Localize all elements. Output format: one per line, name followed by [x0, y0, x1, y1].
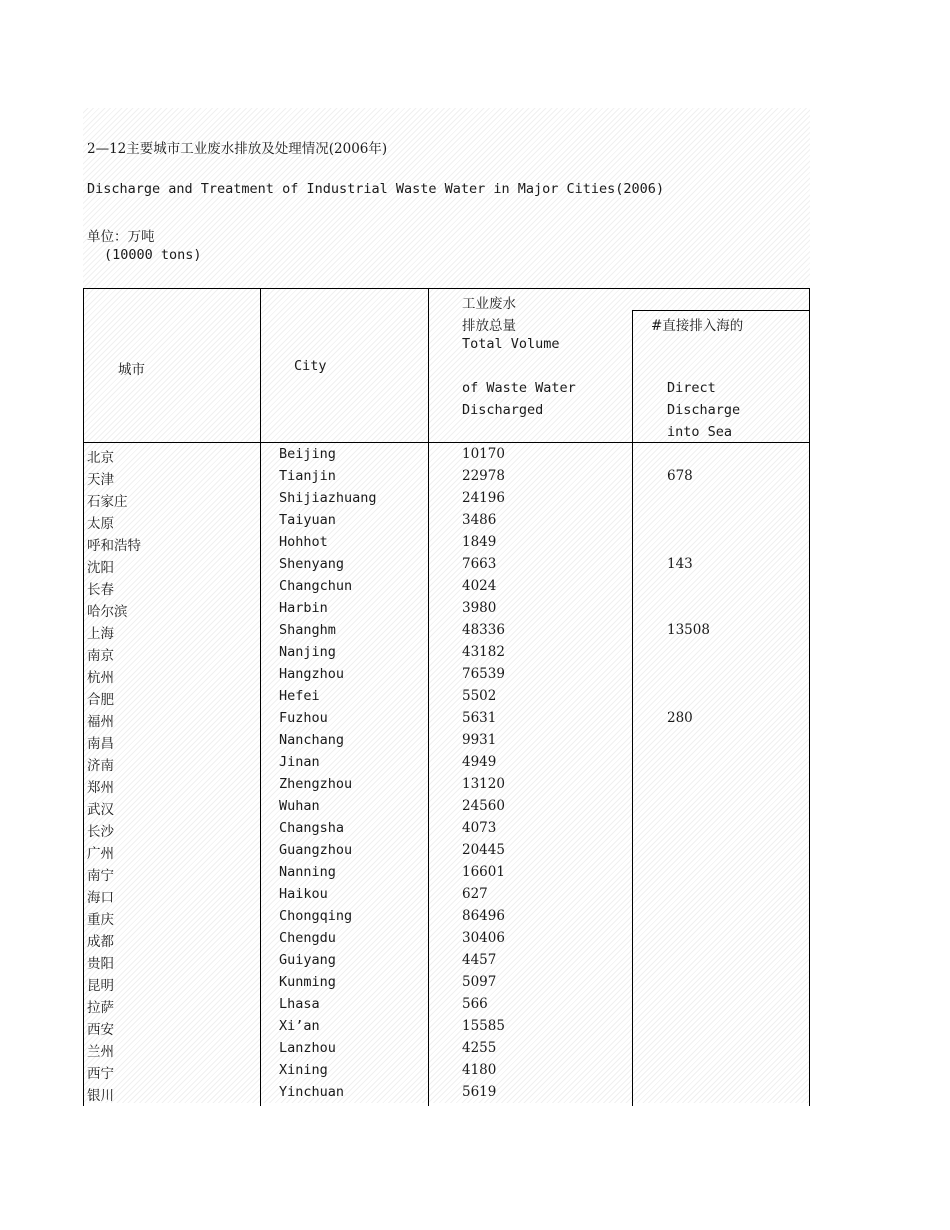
table-row	[83, 773, 810, 795]
city-en-cell: Shenyang	[279, 556, 345, 572]
volume-cell: 24196	[462, 490, 505, 506]
city-en-cell: Hohhot	[279, 534, 328, 550]
table-row	[83, 729, 810, 751]
table-row	[83, 883, 810, 905]
volume-cell: 22978	[462, 468, 505, 484]
city-en-cell: Hefei	[279, 688, 320, 704]
table-row	[83, 575, 810, 597]
table-row	[83, 949, 810, 971]
city-cn-cell: 石家庄	[87, 494, 128, 510]
table-row	[83, 685, 810, 707]
volume-cell: 4073	[462, 820, 497, 836]
city-cn-cell: 长春	[87, 582, 114, 598]
volume-cell: 627	[462, 886, 488, 902]
city-en-cell: Haikou	[279, 886, 328, 902]
volume-cell: 43182	[462, 644, 505, 660]
city-en-cell: Tianjin	[279, 468, 336, 484]
volume-cell: 86496	[462, 908, 505, 924]
header-volume-en-2: of Waste Water	[462, 380, 576, 396]
table-row	[83, 795, 810, 817]
header-volume-cn-2: 排放总量	[462, 318, 516, 334]
city-cn-cell: 合肥	[87, 692, 114, 708]
volume-cell: 10170	[462, 446, 505, 462]
table-row	[83, 531, 810, 553]
city-cn-cell: 太原	[87, 516, 114, 532]
volume-cell: 566	[462, 996, 488, 1012]
header-volume-en-1: Total Volume	[462, 336, 560, 352]
volume-cell: 5097	[462, 974, 497, 990]
table-row	[83, 905, 810, 927]
city-cn-cell: 兰州	[87, 1044, 114, 1060]
title-chinese: 2—12主要城市工业废水排放及处理情况(2006年)	[87, 141, 388, 157]
volume-cell: 13120	[462, 776, 505, 792]
sea-cell: 13508	[667, 622, 710, 638]
header-volume-en-3: Discharged	[462, 402, 544, 418]
volume-cell: 15585	[462, 1018, 505, 1034]
city-cn-cell: 济南	[87, 758, 114, 774]
volume-cell: 3980	[462, 600, 497, 616]
city-en-cell: Fuzhou	[279, 710, 328, 726]
header-sea-en-2: Discharge	[667, 402, 741, 418]
city-cn-cell: 拉萨	[87, 1000, 114, 1016]
city-cn-cell: 北京	[87, 450, 114, 466]
table-row	[83, 817, 810, 839]
city-en-cell: Jinan	[279, 754, 320, 770]
volume-cell: 4949	[462, 754, 497, 770]
city-cn-cell: 上海	[87, 626, 114, 642]
volume-cell: 4457	[462, 952, 497, 968]
table-row	[83, 509, 810, 531]
unit-english: (10000 tons)	[104, 247, 202, 263]
volume-cell: 5502	[462, 688, 497, 704]
table-row	[83, 839, 810, 861]
table-row	[83, 619, 810, 641]
city-cn-cell: 重庆	[87, 912, 114, 928]
volume-cell: 24560	[462, 798, 505, 814]
city-en-cell: Chongqing	[279, 908, 353, 924]
city-cn-cell: 天津	[87, 472, 114, 488]
city-en-cell: Zhengzhou	[279, 776, 353, 792]
city-en-cell: Nanning	[279, 864, 336, 880]
header-city-en: City	[294, 358, 327, 374]
city-en-cell: Xi’an	[279, 1018, 320, 1034]
city-cn-cell: 广州	[87, 846, 114, 862]
table-row	[83, 641, 810, 663]
city-cn-cell: 昆明	[87, 978, 114, 994]
table-row	[83, 707, 810, 729]
city-cn-cell: 武汉	[87, 802, 114, 818]
volume-cell: 30406	[462, 930, 505, 946]
city-en-cell: Shijiazhuang	[279, 490, 377, 506]
volume-cell: 20445	[462, 842, 505, 858]
volume-cell: 3486	[462, 512, 497, 528]
table-row	[83, 861, 810, 883]
table-row	[83, 597, 810, 619]
sea-cell: 678	[667, 468, 693, 484]
table-row	[83, 1015, 810, 1037]
volume-cell: 9931	[462, 732, 497, 748]
city-cn-cell: 沈阳	[87, 560, 114, 576]
header-sea-en-1: Direct	[667, 380, 716, 396]
city-en-cell: Nanchang	[279, 732, 345, 748]
sea-header-top-border	[632, 310, 810, 311]
city-en-cell: Nanjing	[279, 644, 336, 660]
header-sea-en-3: into Sea	[667, 424, 733, 440]
city-en-cell: Guangzhou	[279, 842, 353, 858]
table-top-border	[83, 288, 810, 289]
city-cn-cell: 南宁	[87, 868, 114, 884]
table-row	[83, 553, 810, 575]
city-en-cell: Hangzhou	[279, 666, 345, 682]
city-cn-cell: 西安	[87, 1022, 114, 1038]
sea-cell: 280	[667, 710, 693, 726]
city-en-cell: Yinchuan	[279, 1084, 345, 1100]
table-row	[83, 465, 810, 487]
city-en-cell: Xining	[279, 1062, 328, 1078]
volume-cell: 4024	[462, 578, 497, 594]
table-row	[83, 1081, 810, 1103]
table-row	[83, 751, 810, 773]
city-en-cell: Lhasa	[279, 996, 320, 1012]
table-row	[83, 487, 810, 509]
volume-cell: 16601	[462, 864, 505, 880]
city-cn-cell: 成都	[87, 934, 114, 950]
volume-cell: 5631	[462, 710, 497, 726]
city-en-cell: Beijing	[279, 446, 336, 462]
table-row	[83, 1059, 810, 1081]
table-row	[83, 1037, 810, 1059]
city-cn-cell: 杭州	[87, 670, 114, 686]
volume-cell: 1849	[462, 534, 497, 550]
table-row	[83, 927, 810, 949]
volume-cell: 48336	[462, 622, 505, 638]
unit-chinese: 单位：万吨	[87, 229, 155, 245]
header-sea-cn: #直接排入海的	[651, 318, 744, 334]
volume-cell: 7663	[462, 556, 497, 572]
title-english: Discharge and Treatment of Industrial Waste Water in Major Cities(2006)	[87, 181, 665, 197]
city-en-cell: Harbin	[279, 600, 328, 616]
city-en-cell: Taiyuan	[279, 512, 336, 528]
city-en-cell: Chengdu	[279, 930, 336, 946]
city-en-cell: Changchun	[279, 578, 353, 594]
city-cn-cell: 呼和浩特	[87, 538, 141, 554]
table-row	[83, 663, 810, 685]
city-cn-cell: 海口	[87, 890, 114, 906]
sea-cell: 143	[667, 556, 693, 572]
table-row	[83, 443, 810, 465]
city-cn-cell: 贵阳	[87, 956, 114, 972]
city-cn-cell: 南昌	[87, 736, 114, 752]
table-row	[83, 971, 810, 993]
city-cn-cell: 银川	[87, 1088, 114, 1104]
header-volume-cn-1: 工业废水	[462, 296, 516, 312]
city-cn-cell: 南京	[87, 648, 114, 664]
header-city-cn: 城市	[118, 362, 145, 378]
city-cn-cell: 西宁	[87, 1066, 114, 1082]
city-en-cell: Guiyang	[279, 952, 336, 968]
city-cn-cell: 哈尔滨	[87, 604, 128, 620]
table-row	[83, 993, 810, 1015]
volume-cell: 5619	[462, 1084, 497, 1100]
city-en-cell: Kunming	[279, 974, 336, 990]
volume-cell: 4180	[462, 1062, 497, 1078]
volume-cell: 76539	[462, 666, 505, 682]
city-en-cell: Changsha	[279, 820, 345, 836]
city-en-cell: Wuhan	[279, 798, 320, 814]
city-en-cell: Lanzhou	[279, 1040, 336, 1056]
city-cn-cell: 福州	[87, 714, 114, 730]
city-en-cell: Shanghm	[279, 622, 336, 638]
volume-cell: 4255	[462, 1040, 497, 1056]
city-cn-cell: 郑州	[87, 780, 114, 796]
city-cn-cell: 长沙	[87, 824, 114, 840]
